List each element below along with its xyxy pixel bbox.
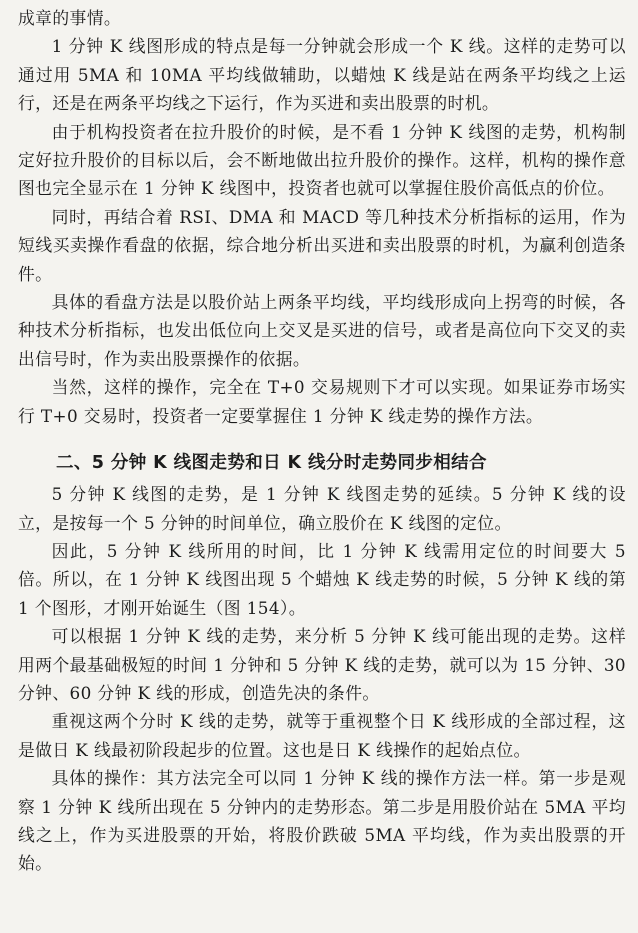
paragraph-analysis-basis: 可以根据 1 分钟 K 线的走势，来分析 5 分钟 K 线可能出现的走势。这样用两个最基础极短的时间 1 分钟和 5 分钟 K 线的走势，就可以为 15 分钟、30 分钟、60 分钟 K 线的形成，创造先决的条件。 [18, 626, 626, 703]
paragraph-daily-kline-start: 重视这两个分时 K 线的走势，就等于重视整个日 K 线形成的全部过程，这是做日 K 线最初阶段起步的位置。这也是日 K 线操作的起始点位。 [18, 711, 626, 760]
section-heading-5min-kline: 二、5 分钟 K 线图走势和日 K 线分时走势同步相结合 [56, 453, 487, 474]
paragraph-continuation: 成章的事情。 [18, 8, 122, 28]
paragraph-5min-time-ratio: 因此，5 分钟 K 线所用的时间，比 1 分钟 K 线需用定位的时间要大 5 倍。所以，在 1 分钟 K 线图出现 5 个蜡烛 K 线走势的时候，5 分钟 K 线的第 1 个图形，才刚开始诞生（图 154）。 [18, 540, 626, 618]
paragraph-t0-trading: 当然，这样的操作，完全在 T+0 交易规则下才可以实现。如果证券市场实行 T+0 交易时，投资者一定要掌握住 1 分钟 K 线走势的操作方法。 [18, 377, 626, 426]
paragraph-institution-intent: 由于机构投资者在拉升股价的时候，是不看 1 分钟 K 线图的走势，机构制定好拉升股价的目标以后，会不断地做出拉升股价的操作。这样，机构的操作意图也完全显示在 1 分钟 K 线图中，投资者也就可以掌握住股价高低点的价位。 [18, 121, 626, 199]
paragraph-technical-indicators: 同时，再结合着 RSI、DMA 和 MACD 等几种技术分析指标的运用，作为短线买卖操作看盘的依据，综合地分析出买进和卖出股票的时机，为赢利创造条件。 [18, 206, 626, 284]
paragraph-5min-continuation: 5 分钟 K 线图的走势，是 1 分钟 K 线图走势的延续。5 分钟 K 线的设立，是按每一个 5 分钟的时间单位，确立股价在 K 线图的定位。 [18, 484, 626, 533]
paragraph-1min-kline-feature: 1 分钟 K 线图形成的特点是每一分钟就会形成一个 K 线。这样的走势可以通过用 5MA 和 10MA 平均线做辅助，以蜡烛 K 线是站在两条平均线之上运行，还是在两条平均线之下运行，作为买进和卖出股票的时机。 [18, 36, 626, 114]
paragraph-reading-method: 具体的看盘方法是以股价站上两条平均线，平均线形成向上拐弯的时候，各种技术分析指标，也发出低位向上交叉是买进的信号，或者是高位向下交叉的卖出信号时，作为卖出股票操作的依据。 [18, 292, 626, 369]
paragraph-concrete-operation: 具体的操作：其方法完全可以同 1 分钟 K 线的操作方法一样。第一步是观察 1 分钟 K 线所出现在 5 分钟内的走势形态。第二步是用股价站在 5MA 平均线之上，作为买进股票的开始，将股价跌破 5MA 平均线，作为卖出股票的开始。 [18, 768, 626, 874]
